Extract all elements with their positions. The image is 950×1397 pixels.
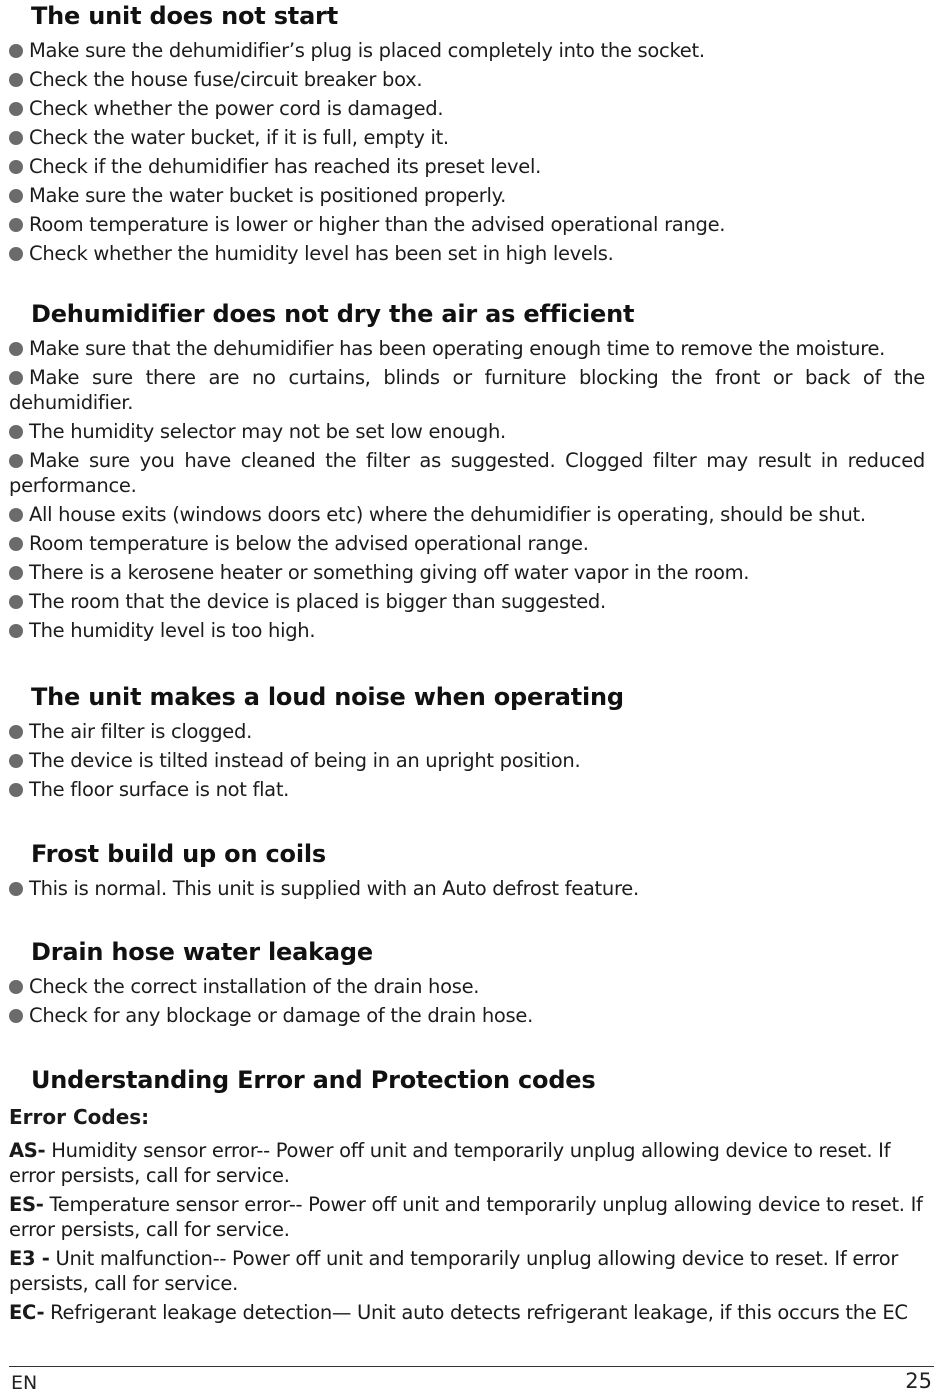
list-item: Check whether the humidity level has been set in high levels. <box>9 241 925 266</box>
list-item: Check whether the power cord is damaged. <box>9 96 925 121</box>
bullet-icon <box>9 342 23 356</box>
bullet-icon <box>9 1009 23 1023</box>
bullet-icon <box>9 247 23 261</box>
section-not-drying-efficiently <box>9 300 925 647</box>
section-title: The unit does not start <box>31 2 338 30</box>
page-number: 25 <box>905 1369 932 1393</box>
bullet-icon <box>9 160 23 174</box>
bullet-icon <box>9 44 23 58</box>
section-title: The unit makes a loud noise when operating <box>31 683 624 711</box>
checklist <box>9 38 925 266</box>
error-codes-heading: Error Codes: <box>9 1105 150 1129</box>
error-code: ES- <box>9 1193 44 1216</box>
error-code-item <box>9 1246 925 1296</box>
error-description: Humidity sensor error-- Power off unit and temporarily unplug allowing device to reset. If error persists, call for service. <box>9 1139 891 1187</box>
section-title: Frost build up on coils <box>31 840 326 868</box>
list-item: Room temperature is lower or higher than the advised operational range. <box>9 212 925 237</box>
section-error-codes <box>9 1066 925 1329</box>
bullet-icon <box>9 102 23 116</box>
bullet-icon <box>9 218 23 232</box>
section-drain-hose-leakage <box>9 938 925 1032</box>
bullet-icon <box>9 73 23 87</box>
list-item: The floor surface is not flat. <box>9 777 925 802</box>
bullet-icon <box>9 566 23 580</box>
footer-language: EN <box>11 1372 38 1394</box>
list-item: The device is tilted instead of being in an upright position. <box>9 748 925 773</box>
list-item: Make sure there are no curtains, blinds or furniture blocking the front or back of the dehumidifier. <box>9 366 925 414</box>
list-item: The humidity selector may not be set low enough. <box>9 419 925 444</box>
section-loud-noise <box>9 683 925 806</box>
list-item: Check if the dehumidifier has reached its preset level. <box>9 154 925 179</box>
list-item: Make sure that the dehumidifier has been operating enough time to remove the moisture. <box>9 336 925 361</box>
section-title: Dehumidifier does not dry the air as efficient <box>31 300 635 328</box>
bullet-icon <box>9 537 23 551</box>
bullet-icon <box>9 980 23 994</box>
error-code: E3 - <box>9 1247 50 1270</box>
bullet-icon <box>9 454 23 468</box>
list-item: Make sure you have cleaned the filter as suggested. Clogged filter may result in reduced performance. <box>9 449 925 497</box>
bullet-icon <box>9 425 23 439</box>
bullet-icon <box>9 189 23 203</box>
bullet-icon <box>9 508 23 522</box>
list-item: All house exits (windows doors etc) where the dehumidifier is operating, should be shut. <box>9 502 925 527</box>
bullet-icon <box>9 371 23 385</box>
bullet-icon <box>9 725 23 739</box>
section-title: Drain hose water leakage <box>31 938 373 966</box>
bullet-icon <box>9 595 23 609</box>
error-code-item <box>9 1300 925 1325</box>
list-item: Make sure the water bucket is positioned properly. <box>9 183 925 208</box>
checklist <box>9 974 925 1028</box>
section-unit-does-not-start <box>9 0 925 270</box>
bullet-icon <box>9 783 23 797</box>
list-item: Check for any blockage or damage of the drain hose. <box>9 1003 925 1028</box>
error-code: EC- <box>9 1301 45 1324</box>
list-item: Check the water bucket, if it is full, empty it. <box>9 125 925 150</box>
error-code-item <box>9 1138 925 1188</box>
list-item: The humidity level is too high. <box>9 618 925 643</box>
list-item: Check the correct installation of the drain hose. <box>9 974 925 999</box>
list-item: The room that the device is placed is bigger than suggested. <box>9 589 925 614</box>
error-description: Unit malfunction-- Power off unit and temporarily unplug allowing device to reset. If error persists, call for service. <box>9 1247 899 1295</box>
checklist <box>9 719 925 802</box>
error-description: Refrigerant leakage detection— Unit auto detects refrigerant leakage, if this occurs the EC <box>44 1301 908 1324</box>
bullet-icon <box>9 754 23 768</box>
list-item: There is a kerosene heater or something giving off water vapor in the room. <box>9 560 925 585</box>
list-item: The air filter is clogged. <box>9 719 925 744</box>
error-code-item <box>9 1192 925 1242</box>
section-title: Understanding Error and Protection codes <box>31 1066 596 1094</box>
bullet-icon <box>9 624 23 638</box>
bullet-icon <box>9 131 23 145</box>
section-frost-on-coils <box>9 840 925 905</box>
list-item: Make sure the dehumidifier’s plug is placed completely into the socket. <box>9 38 925 63</box>
error-code: AS- <box>9 1139 46 1162</box>
footer-divider <box>9 1366 934 1367</box>
checklist <box>9 876 925 901</box>
error-description: Temperature sensor error-- Power off unit and temporarily unplug allowing device to reset. If error persists, call for service. <box>9 1193 923 1241</box>
checklist <box>9 336 925 643</box>
list-item: Check the house fuse/circuit breaker box. <box>9 67 925 92</box>
list-item: This is normal. This unit is supplied with an Auto defrost feature. <box>9 876 925 901</box>
bullet-icon <box>9 882 23 896</box>
list-item: Room temperature is below the advised operational range. <box>9 531 925 556</box>
